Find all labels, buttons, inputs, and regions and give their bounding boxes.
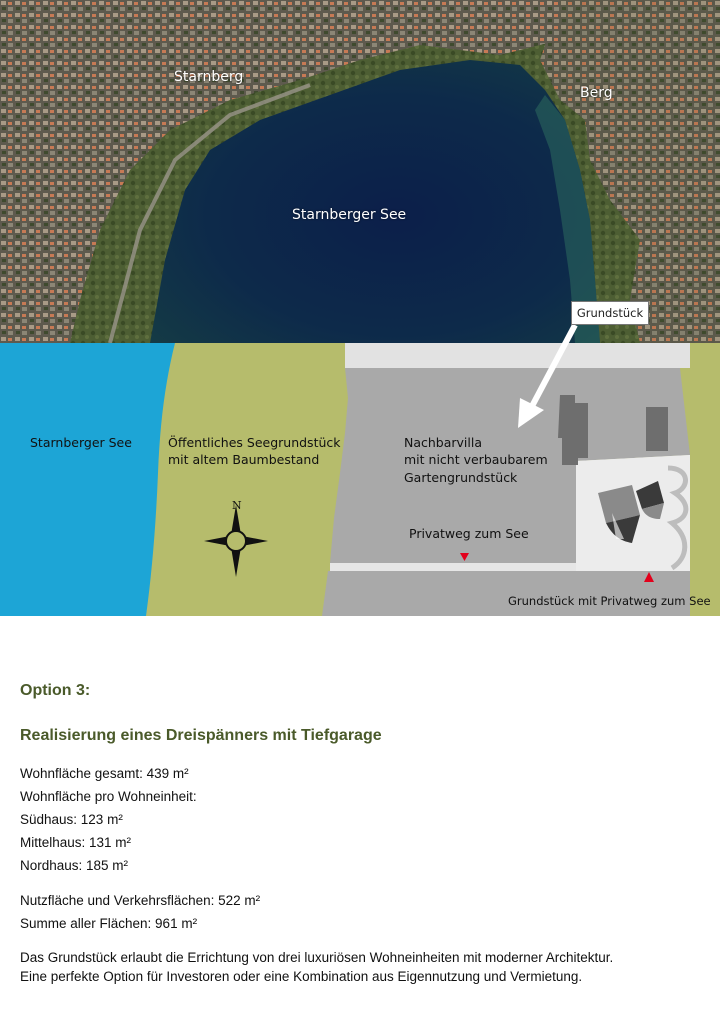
plan-label-lake: Starnberger See [30,435,132,450]
option-heading: Option 3: [20,682,91,699]
fact-line: Summe aller Flächen: 961 m² [20,916,198,931]
option-title: Realisierung eines Dreispänners mit Tiefgarage [20,727,382,744]
satellite-image [0,0,720,343]
lake-area [0,343,175,616]
callout-plot: Grundstück [571,301,649,325]
site-plan [0,343,720,616]
fact-line: Mittelhaus: 131 m² [20,835,132,850]
plan-label-public-land-2: mit altem Baumbestand [168,452,320,467]
compass-north-label: N [232,499,242,512]
plan-label-plot: Grundstück mit Privatweg zum See [508,594,711,608]
fact-line: Wohnfläche gesamt: 439 m² [20,766,189,781]
plan-label-neighbor-1: Nachbarvilla [404,435,483,450]
paragraph-line: Eine perfekte Option für Investoren oder eine Kombination aus Eigennutzung und Vermietung. [20,969,583,984]
map-label-starnberg: Starnberg [174,69,244,85]
upper-strip [345,343,690,368]
site-plan-drawing [0,343,720,616]
fact-line: Nordhaus: 185 m² [20,858,129,873]
neighbor-building-2 [646,407,668,451]
paragraph-line: Das Grundstück erlaubt die Errichtung von drei luxuriösen Wohneinheiten mit moderner Architektur. [20,950,614,965]
fact-line: Südhaus: 123 m² [20,812,123,827]
plan-label-private-path: Privatweg zum See [409,526,529,541]
description-paragraph [20,948,700,986]
satellite-map [0,0,720,343]
map-label-lake: Starnberger See [292,207,407,223]
plan-label-public-land-1: Öffentliches Seegrundstück [168,435,341,450]
map-label-berg: Berg [580,85,613,101]
fact-line: Wohnfläche pro Wohneinheit: [20,789,197,804]
neighbor-building-1 [558,395,588,465]
plan-label-neighbor-2: mit nicht verbaubarem [404,452,548,467]
plan-label-neighbor-3: Gartengrundstück [404,470,518,485]
fact-line: Nutzfläche und Verkehrsflächen: 522 m² [20,893,261,908]
